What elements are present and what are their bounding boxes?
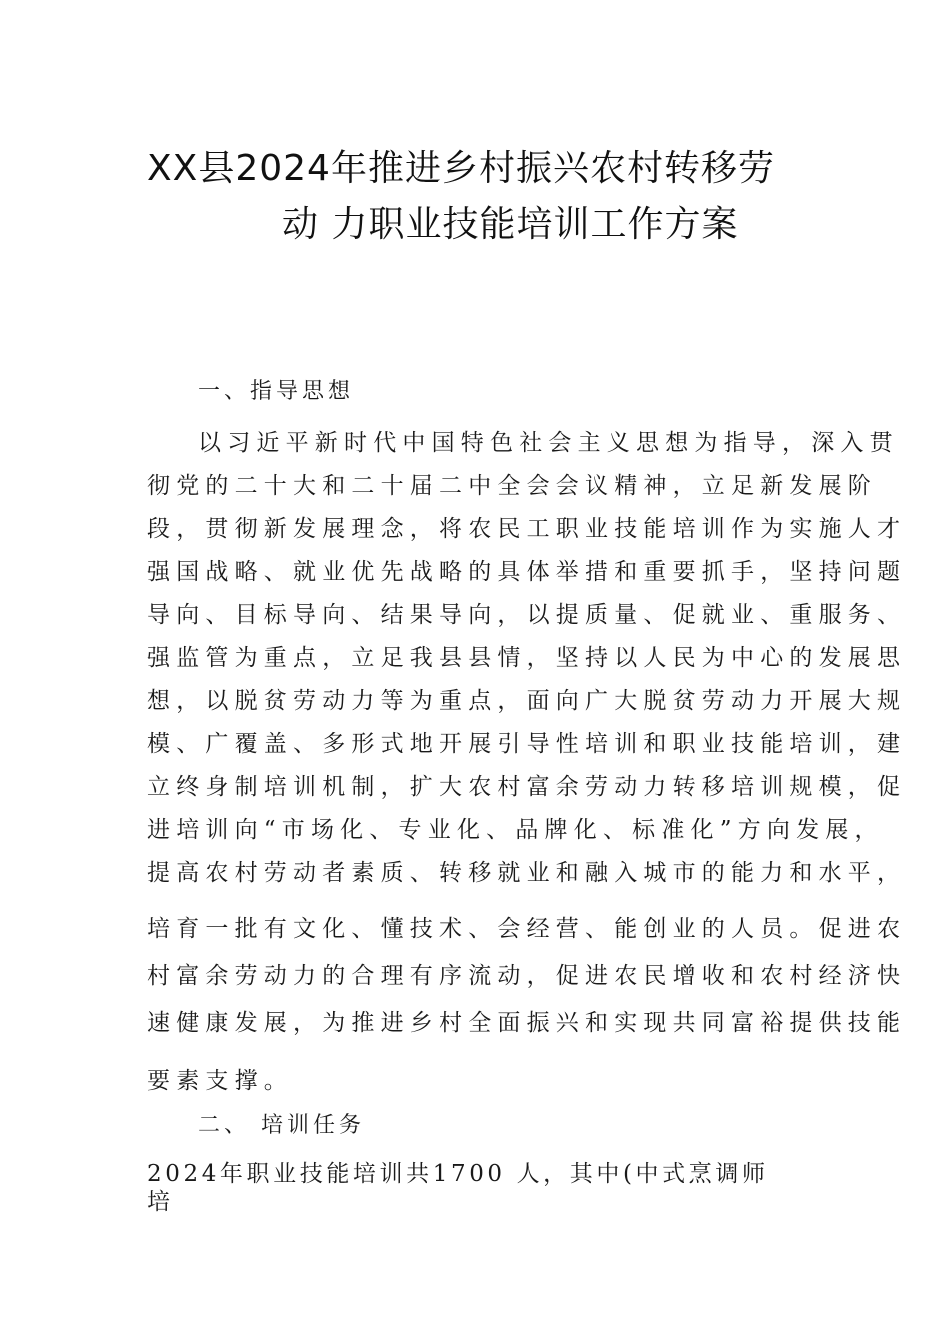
paragraph-line: 段，贯彻新发展理念，将农民工职业技能培训作为实施人才 bbox=[147, 516, 907, 542]
paragraph-line: 速健康发展，为推进乡村全面振兴和实现共同富裕提供技能 bbox=[147, 1010, 907, 1036]
document-title-line-1: XX县2024年推进乡村振兴农村转移劳 bbox=[147, 148, 775, 189]
paragraph-line: 2024年职业技能培训共1700 人，其中(中式烹调师 bbox=[147, 1161, 769, 1187]
paragraph-line: 进培训向“市场化、专业化、品牌化、标准化”方向发展， bbox=[147, 817, 884, 843]
section-heading-guiding-ideology: 一、指导思想 bbox=[198, 379, 355, 404]
paragraph-line: 彻党的二十大和二十届二中全会会议精神，立足新发展阶 bbox=[147, 473, 877, 499]
document-title-line-2: 动 力职业技能培训工作方案 bbox=[282, 204, 739, 245]
paragraph-line: 以习近平新时代中国特色社会主义思想为指导，深入贯 bbox=[198, 430, 899, 456]
paragraph-line: 村富余劳动力的合理有序流动，促进农民增收和农村经济快 bbox=[147, 963, 907, 989]
paragraph-line: 模、广覆盖、多形式地开展引导性培训和职业技能培训，建 bbox=[147, 731, 907, 757]
paragraph-line: 想，以脱贫劳动力等为重点，面向广大脱贫劳动力开展大规 bbox=[147, 688, 907, 714]
section-heading-training-tasks: 二、 培训任务 bbox=[198, 1113, 365, 1138]
paragraph-line: 提高农村劳动者素质、转移就业和融入城市的能力和水平， bbox=[147, 860, 907, 886]
paragraph-line: 培育一批有文化、懂技术、会经营、能创业的人员。促进农 bbox=[147, 916, 907, 942]
paragraph-line: 要素支撑。 bbox=[147, 1068, 293, 1094]
paragraph-line: 导向、目标导向、结果导向，以提质量、促就业、重服务、 bbox=[147, 602, 907, 628]
paragraph-line: 强国战略、就业优先战略的具体举措和重要抓手，坚持问题 bbox=[147, 559, 907, 585]
paragraph-line: 立终身制培训机制，扩大农村富余劳动力转移培训规模，促 bbox=[147, 774, 907, 800]
paragraph-line: 强监管为重点，立足我县县情，坚持以人民为中心的发展思 bbox=[147, 645, 907, 671]
paragraph-line: 培 bbox=[147, 1189, 177, 1215]
